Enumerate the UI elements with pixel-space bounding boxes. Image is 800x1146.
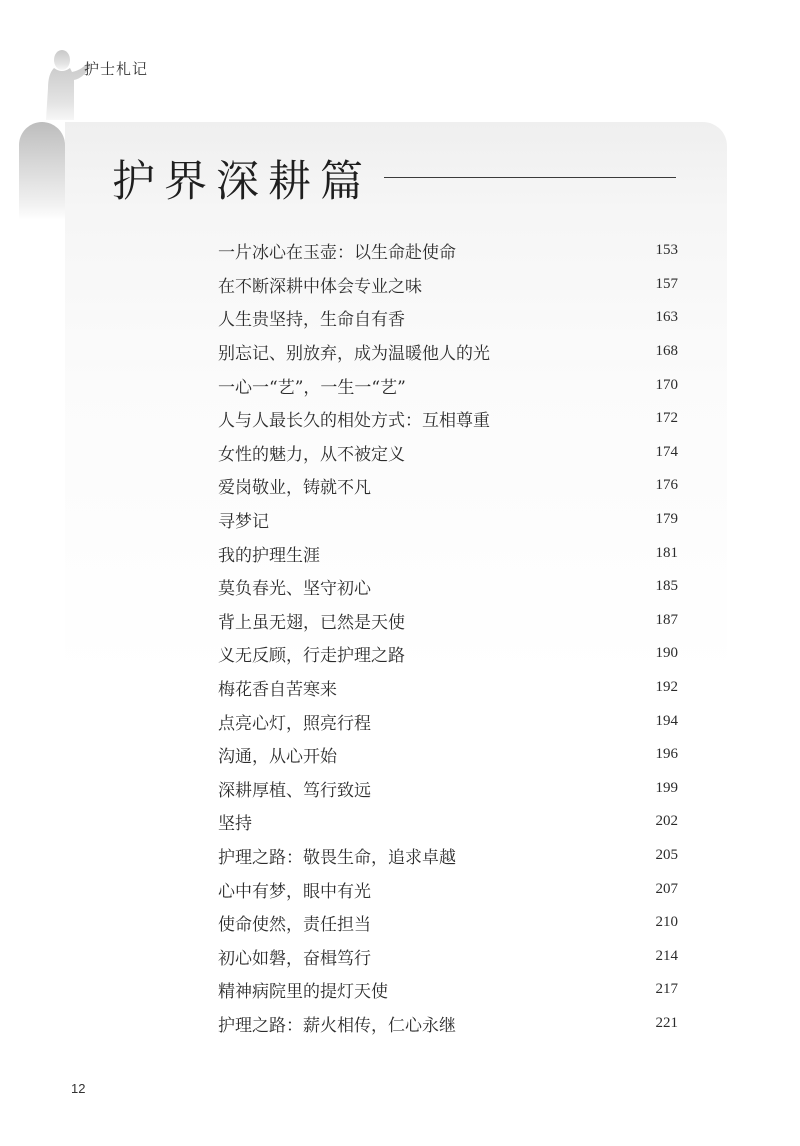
toc-entry[interactable] <box>218 738 678 772</box>
toc-entry-title: 初心如磐，奋楫笃行 <box>218 948 371 969</box>
toc-entry-title: 义无反顾，行走护理之路 <box>218 646 405 667</box>
toc-entry[interactable] <box>218 234 678 268</box>
toc-entry-title: 沟通，从心开始 <box>218 747 337 768</box>
toc-entry-page: 176 <box>655 477 678 494</box>
toc-entry-page: 196 <box>655 746 678 763</box>
toc-entry-title: 寻梦记 <box>218 512 269 533</box>
title-rule-divider <box>384 177 676 178</box>
toc-entry-page: 157 <box>655 275 678 292</box>
toc-entry[interactable] <box>218 872 678 906</box>
toc-entry-page: 185 <box>655 578 678 595</box>
toc-entry-title: 人生贵坚持，生命自有香 <box>218 310 405 331</box>
toc-entry-title: 爱岗敬业，铸就不凡 <box>218 478 371 499</box>
toc-entry-title: 别忘记、别放弃，成为温暖他人的光 <box>218 344 490 365</box>
page-number: 12 <box>71 1081 86 1096</box>
toc-entry-title: 女性的魅力，从不被定义 <box>218 444 405 465</box>
toc-entry-page: 172 <box>655 410 678 427</box>
toc-entry-title: 精神病院里的提灯天使 <box>218 982 388 1003</box>
toc-entry-page: 181 <box>655 544 678 561</box>
toc-entry-title: 背上虽无翅，已然是天使 <box>218 612 405 633</box>
toc-entry-title: 心中有梦，眼中有光 <box>218 881 371 902</box>
toc-entry-title: 点亮心灯，照亮行程 <box>218 713 371 734</box>
toc-entry[interactable] <box>218 570 678 604</box>
toc-entry-page: 174 <box>655 443 678 460</box>
toc-entry[interactable] <box>218 1007 678 1041</box>
toc-entry[interactable] <box>218 906 678 940</box>
toc-entry-page: 163 <box>655 309 678 326</box>
toc-entry-title: 深耕厚植、笃行致远 <box>218 780 371 801</box>
toc-entry-title: 护理之路：敬畏生命，追求卓越 <box>218 847 456 868</box>
toc-entry-page: 192 <box>655 679 678 696</box>
toc-entry-title: 护理之路：薪火相传，仁心永继 <box>218 1015 456 1036</box>
toc-entry-title: 一心一“艺”，一生一“艺” <box>218 377 406 398</box>
toc-entry-page: 210 <box>655 914 678 931</box>
toc-entry-page: 199 <box>655 779 678 796</box>
toc-entry[interactable] <box>218 402 678 436</box>
toc-entry-title: 使命使然，责任担当 <box>218 915 371 936</box>
toc-entry[interactable] <box>218 335 678 369</box>
toc-entry-page: 194 <box>655 712 678 729</box>
toc-entry-title: 我的护理生涯 <box>218 545 320 566</box>
toc-entry[interactable] <box>218 973 678 1007</box>
toc-entry-page: 187 <box>655 611 678 628</box>
toc-entry-page: 202 <box>655 813 678 830</box>
toc-entry-page: 207 <box>655 880 678 897</box>
toc-entry[interactable] <box>218 368 678 402</box>
toc-entry[interactable] <box>218 469 678 503</box>
toc-entry[interactable] <box>218 704 678 738</box>
running-header-book-title: 护士札记 <box>84 60 149 78</box>
toc-entry-title: 莫负春光、坚守初心 <box>218 579 371 600</box>
toc-entry-page: 153 <box>655 242 678 259</box>
table-of-contents <box>218 234 678 1040</box>
toc-entry[interactable] <box>218 503 678 537</box>
toc-entry[interactable] <box>218 772 678 806</box>
toc-entry-page: 190 <box>655 645 678 662</box>
toc-entry[interactable] <box>218 604 678 638</box>
toc-entry[interactable] <box>218 268 678 302</box>
toc-entry[interactable] <box>218 939 678 973</box>
toc-entry-page: 205 <box>655 846 678 863</box>
toc-entry[interactable] <box>218 637 678 671</box>
toc-entry-page: 170 <box>655 376 678 393</box>
toc-entry[interactable] <box>218 301 678 335</box>
toc-entry-page: 217 <box>655 981 678 998</box>
toc-entry-title: 在不断深耕中体会专业之味 <box>218 276 422 297</box>
toc-entry-page: 221 <box>655 1014 678 1031</box>
chapter-side-tab <box>19 122 65 220</box>
toc-entry-title: 人与人最长久的相处方式：互相尊重 <box>218 411 490 432</box>
toc-entry-page: 168 <box>655 343 678 360</box>
toc-entry-page: 179 <box>655 511 678 528</box>
toc-entry-page: 214 <box>655 947 678 964</box>
toc-entry[interactable] <box>218 436 678 470</box>
toc-entry-title: 一片冰心在玉壶：以生命赴使命 <box>218 243 456 264</box>
toc-entry[interactable] <box>218 805 678 839</box>
chapter-title: 护界深耕篇 <box>112 157 372 207</box>
toc-entry[interactable] <box>218 536 678 570</box>
toc-entry[interactable] <box>218 671 678 705</box>
toc-entry-title: 梅花香自苦寒来 <box>218 680 337 701</box>
toc-entry[interactable] <box>218 839 678 873</box>
toc-entry-title: 坚持 <box>218 814 252 835</box>
